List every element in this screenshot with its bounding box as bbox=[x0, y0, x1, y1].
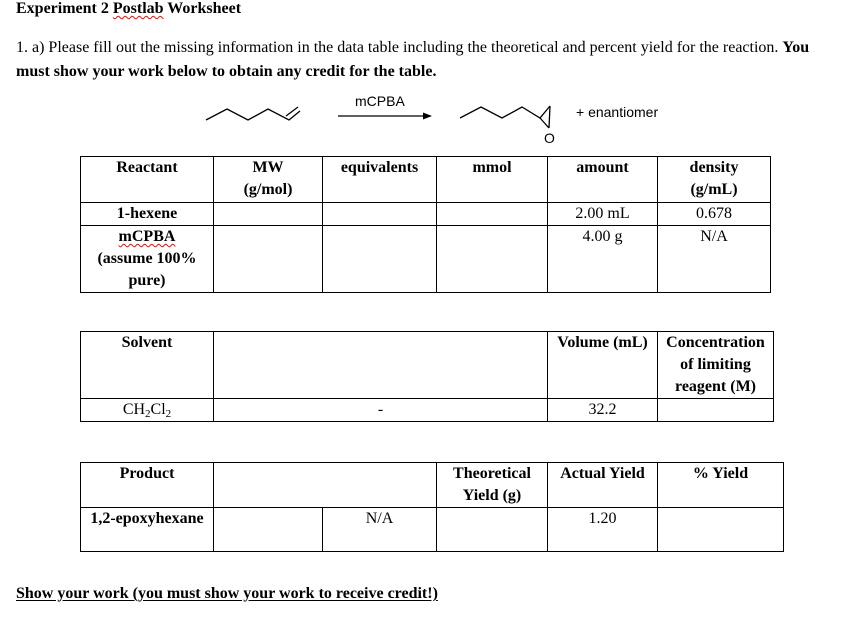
title-prefix: Experiment 2 bbox=[16, 0, 113, 17]
reagent-label: mCPBA bbox=[355, 93, 405, 109]
mw-cell[interactable] bbox=[214, 226, 323, 293]
header-equivalents: equivalents bbox=[323, 157, 437, 203]
table-row bbox=[81, 226, 771, 293]
header-volume: Volume (mL) bbox=[548, 332, 658, 399]
epoxyhexane-structure bbox=[460, 106, 550, 118]
reaction-scheme bbox=[0, 90, 842, 150]
actual-yield-cell: 1.20 bbox=[548, 508, 658, 552]
product-name: 1,2-epoxyhexane bbox=[81, 508, 214, 552]
percent-yield-cell[interactable] bbox=[658, 508, 784, 552]
solvent-formula-cl: Cl bbox=[150, 401, 166, 418]
reaction-arrowhead bbox=[423, 113, 432, 120]
table-row bbox=[81, 399, 774, 422]
product-blank-2 bbox=[214, 508, 323, 552]
header-percent-yield: % Yield bbox=[658, 463, 784, 508]
solvent-name bbox=[81, 399, 214, 422]
reactant-name-word: mCPBA bbox=[118, 228, 176, 245]
mmol-cell[interactable] bbox=[437, 203, 548, 226]
product-blank-1 bbox=[214, 463, 437, 508]
header-actual-yield: Actual Yield bbox=[548, 463, 658, 508]
density-cell: N/A bbox=[658, 226, 771, 293]
page-title bbox=[16, 0, 241, 18]
table-row bbox=[81, 508, 784, 552]
question-instructions: 1. a) Please fill out the missing information in the data table including the theoretical and percent yield for the reaction. bbox=[16, 39, 783, 56]
volume-cell: 32.2 bbox=[548, 399, 658, 422]
header-product: Product bbox=[81, 463, 214, 508]
epoxide-bond-2 bbox=[549, 106, 550, 128]
header-mmol: mmol bbox=[437, 157, 548, 203]
solvent-table bbox=[80, 331, 774, 422]
header-theoretical-yield: Theoretical Yield (g) bbox=[437, 463, 548, 508]
question-text bbox=[16, 36, 836, 84]
mmol-cell[interactable] bbox=[437, 226, 548, 293]
reactant-name: 1-hexene bbox=[81, 203, 214, 226]
mw-cell[interactable] bbox=[214, 203, 323, 226]
table-row bbox=[81, 203, 771, 226]
concentration-cell[interactable] bbox=[658, 399, 774, 422]
reactant-name bbox=[81, 226, 214, 293]
amount-cell: 4.00 g bbox=[548, 226, 658, 293]
reactant-name-note: (assume 100% pure) bbox=[97, 250, 197, 289]
epoxide-oxygen: O bbox=[544, 130, 555, 146]
hexene-structure bbox=[206, 109, 300, 120]
amount-cell: 2.00 mL bbox=[548, 203, 658, 226]
header-reactant: Reactant bbox=[81, 157, 214, 203]
epoxide-bond-1 bbox=[540, 118, 549, 128]
equivalents-cell[interactable] bbox=[323, 203, 437, 226]
solvent-dash-cell: - bbox=[214, 399, 548, 422]
product-na-cell: N/A bbox=[323, 508, 437, 552]
question-bold-note: You must show your work below to obtain any credit for the table. bbox=[16, 39, 810, 80]
title-postlab-word: Postlab bbox=[112, 0, 164, 17]
header-concentration: Concentration of limiting reagent (M) bbox=[658, 332, 774, 399]
enantiomer-note: + enantiomer bbox=[576, 104, 659, 120]
header-amount: amount bbox=[548, 157, 658, 203]
solvent-formula-sub1: 2 bbox=[145, 408, 151, 420]
product-table bbox=[80, 462, 784, 552]
solvent-blank-header bbox=[214, 332, 548, 399]
density-cell: 0.678 bbox=[658, 203, 771, 226]
solvent-formula-sub2: 2 bbox=[165, 408, 172, 420]
header-solvent: Solvent bbox=[81, 332, 214, 399]
header-mw: MW (g/mol) bbox=[214, 157, 323, 203]
header-density: density (g/mL) bbox=[658, 157, 771, 203]
work-section-heading: Show your work (you must show your work to receive credit!) bbox=[16, 585, 438, 602]
title-suffix: Worksheet bbox=[163, 0, 242, 17]
solvent-formula-ch: CH bbox=[122, 401, 146, 418]
reactant-table bbox=[80, 156, 771, 293]
equivalents-cell[interactable] bbox=[323, 226, 437, 293]
theoretical-yield-cell[interactable] bbox=[437, 508, 548, 552]
